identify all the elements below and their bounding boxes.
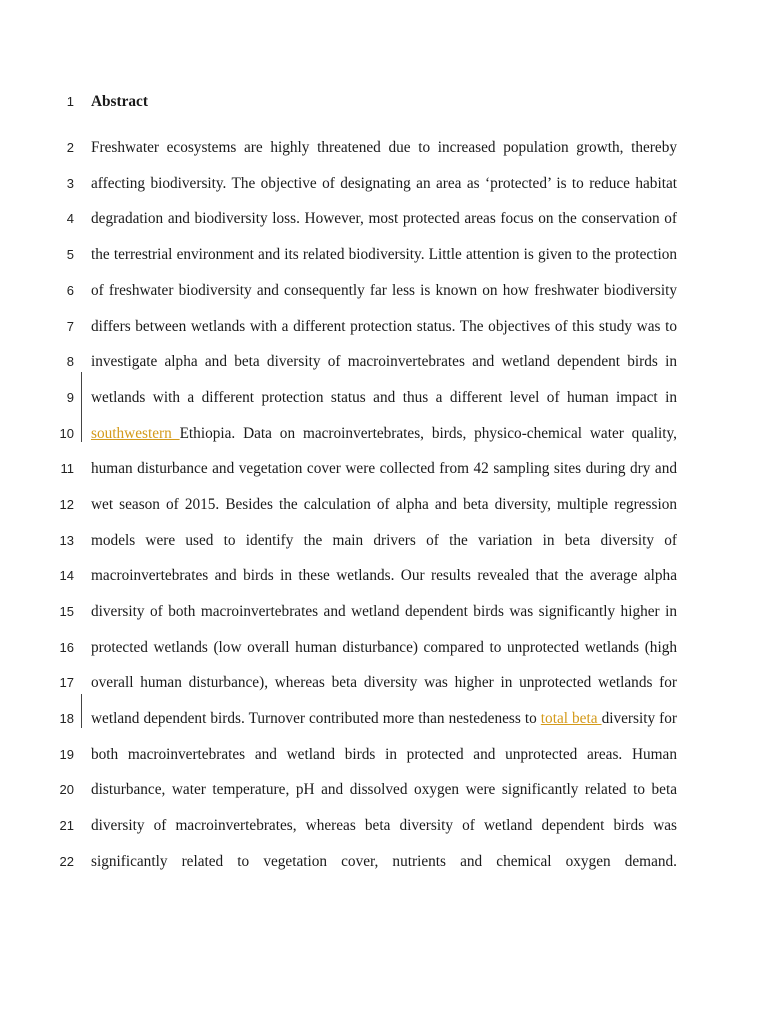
text-line [0,493,768,517]
abstract-text-line [91,707,677,731]
abstract-text-line [91,207,677,231]
text-line [0,136,768,160]
line-number: 5 [66,247,74,262]
text-line [0,707,768,731]
line-number: 17 [59,675,74,690]
text-segment: of freshwater biodiversity and consequently far less is known on how freshwater biodiversity [91,282,677,299]
text-line [0,279,768,303]
line-number: 16 [59,640,74,655]
text-segment: investigate alpha and beta diversity of macroinvertebrates and wetland dependent birds in [91,353,677,370]
line-number: 21 [59,818,74,833]
abstract-text-line [91,457,677,481]
text-line [0,529,768,553]
text-segment: affecting biodiversity. The objective of designating an area as ‘protected’ is to reduce habitat [91,175,677,192]
abstract-text-line [91,315,677,339]
text-segment: Abstract [91,93,148,110]
line-number: 7 [66,319,74,334]
abstract-text-line [91,778,677,802]
text-line [0,850,768,874]
abstract-text-line [91,564,677,588]
text-segment: diversity of macroinvertebrates, whereas beta diversity of wetland dependent birds was [91,817,677,834]
text-segment: both macroinvertebrates and wetland birds in protected and unprotected areas. Human [91,746,677,763]
abstract-text-line [91,279,677,303]
text-line [0,207,768,231]
line-number: 14 [59,568,74,583]
text-segment: Ethiopia. Data on macroinvertebrates, birds, physico-chemical water quality, [179,425,677,442]
text-segment: diversity of both macroinvertebrates and wetland dependent birds was significantly higher in [91,603,677,620]
text-line [0,814,768,838]
text-segment: protected wetlands (low overall human disturbance) compared to unprotected wetlands (high [91,639,677,656]
text-line [0,600,768,624]
text-line [0,743,768,767]
abstract-text-line [91,814,677,838]
abstract-text-line [91,493,677,517]
text-segment: wetland dependent birds. Turnover contributed more than nestedeness to [91,710,541,727]
text-segment: disturbance, water temperature, pH and dissolved oxygen were significantly related to beta [91,781,677,798]
abstract-text-line [91,422,677,446]
text-segment: wetlands with a different protection status and thus a different level of human impact in [91,389,677,406]
line-number: 12 [59,497,74,512]
line-number: 9 [66,390,74,405]
text-segment: macroinvertebrates and birds in these wetlands. Our results revealed that the average alpha [91,567,677,584]
text-line [0,386,768,410]
text-line [0,457,768,481]
text-line [0,564,768,588]
abstract-heading [91,90,677,114]
text-segment: overall human disturbance), whereas beta diversity was higher in unprotected wetlands for [91,674,677,691]
text-line [0,636,768,660]
abstract-text-line [91,743,677,767]
tracked-insertion: southwestern [91,425,180,442]
text-segment: human disturbance and vegetation cover were collected from 42 sampling sites during dry and [91,460,677,477]
text-line [0,671,768,695]
text-line [0,350,768,374]
text-line [0,422,768,446]
abstract-text-line [91,243,677,267]
line-number: 6 [66,283,74,298]
line-number: 3 [66,176,74,191]
abstract-text-line [91,172,677,196]
line-number: 8 [66,354,74,369]
abstract-text-line [91,600,677,624]
text-segment: differs between wetlands with a different protection status. The objectives of this study was to [91,318,677,335]
abstract-text-line [91,850,677,874]
text-segment: wet season of 2015. Besides the calculation of alpha and beta diversity, multiple regression [91,496,677,513]
line-number: 18 [59,711,74,726]
text-line [0,315,768,339]
tracked-insertion: total beta [540,710,602,727]
abstract-text-line [91,529,677,553]
text-segment: the terrestrial environment and its related biodiversity. Little attention is given to the protection [91,246,677,263]
text-segment: significantly related to vegetation cover, nutrients and chemical oxygen demand. [91,853,677,870]
text-segment: Freshwater ecosystems are highly threatened due to increased population growth, thereby [91,139,677,156]
abstract-text-line [91,671,677,695]
abstract-text-line [91,636,677,660]
text-segment: degradation and biodiversity loss. However, most protected areas focus on the conservation of [91,210,677,227]
abstract-text-line [91,386,677,410]
line-number: 11 [60,461,74,476]
text-segment: diversity for [601,710,677,727]
line-number: 19 [59,747,74,762]
abstract-text-line [91,350,677,374]
line-number: 13 [59,533,74,548]
line-number: 15 [59,604,74,619]
line-number: 1 [66,94,74,109]
text-line [0,243,768,267]
text-line [0,90,768,114]
line-number: 20 [59,782,74,797]
line-number: 2 [66,140,74,155]
text-line [0,172,768,196]
abstract-text-line [91,136,677,160]
text-segment: models were used to identify the main drivers of the variation in beta diversity of [91,532,677,549]
line-number: 10 [59,426,74,441]
text-line [0,778,768,802]
line-number: 22 [59,854,74,869]
line-number: 4 [66,211,74,226]
